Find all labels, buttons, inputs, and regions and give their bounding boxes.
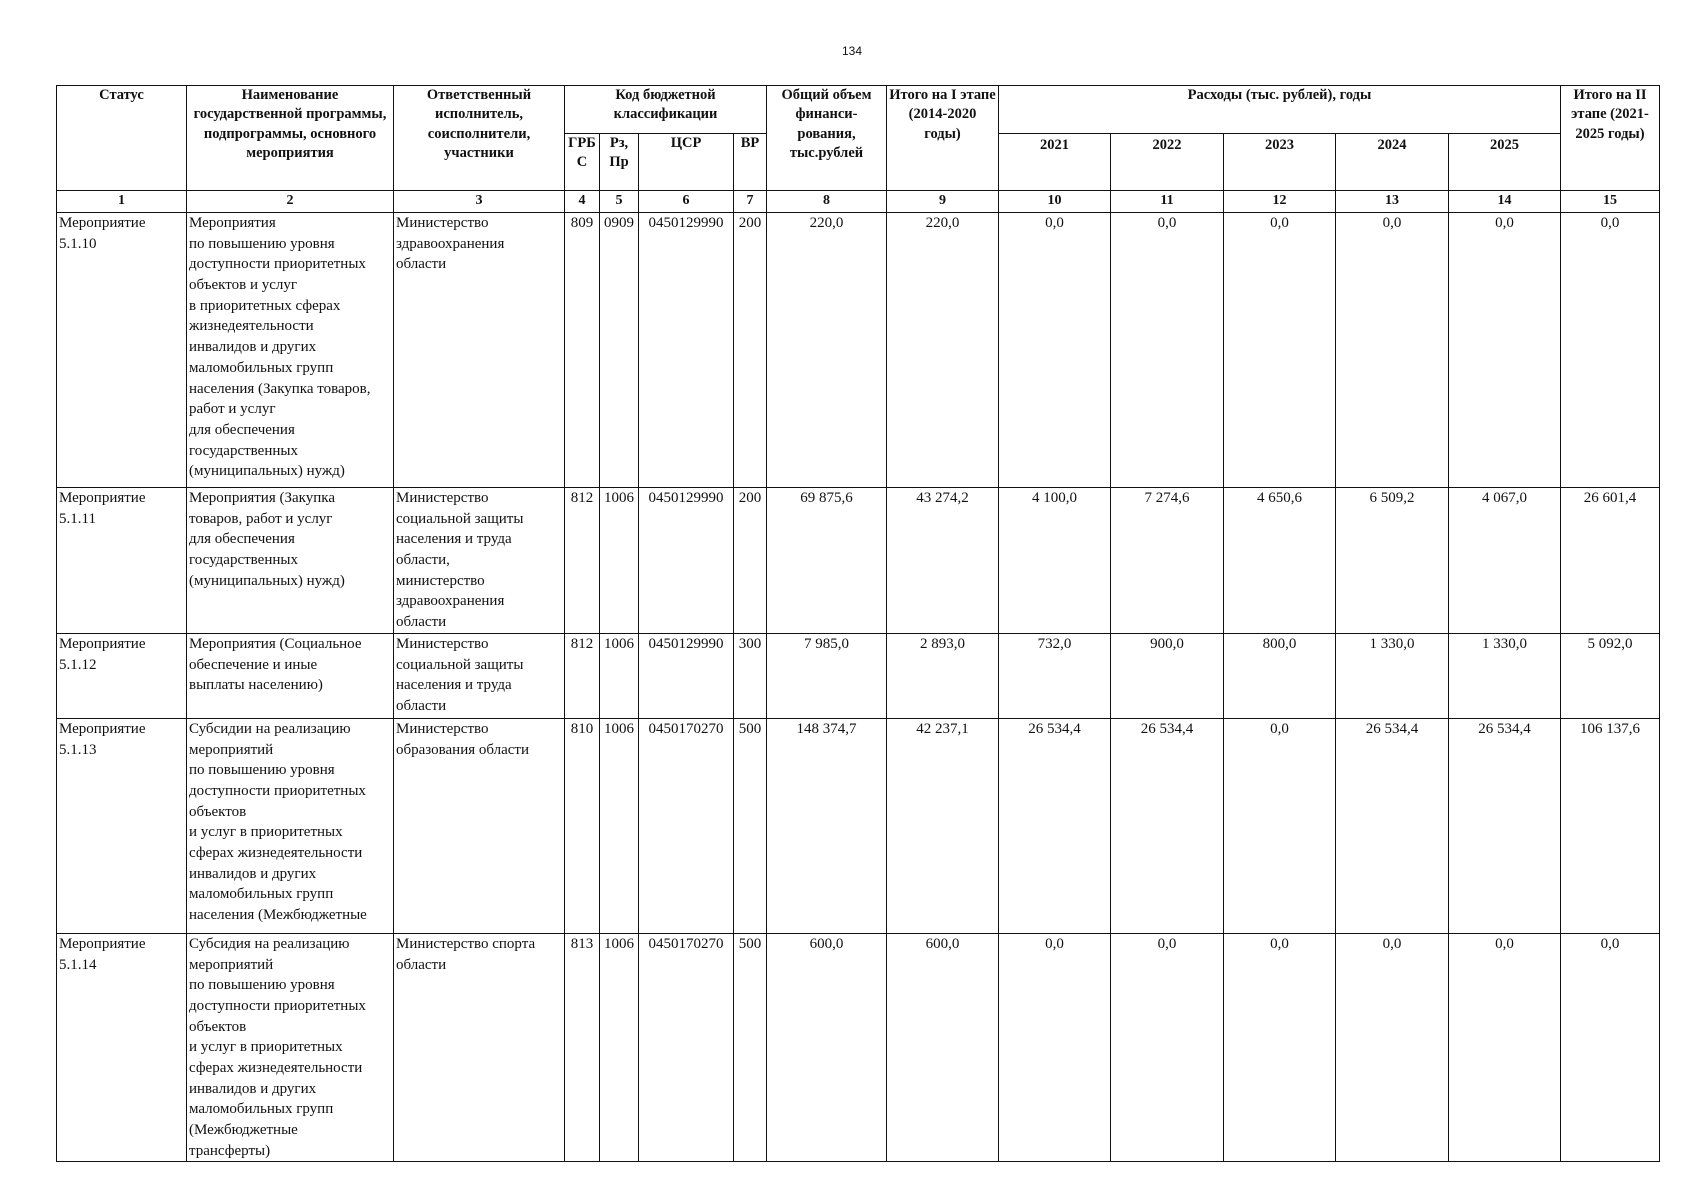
cell-grbs: 812 — [565, 488, 600, 634]
header-2024: 2024 — [1336, 134, 1449, 191]
cell-2021: 732,0 — [999, 633, 1111, 718]
cell-grbs: 813 — [565, 933, 600, 1162]
cell-name: Субсидия на реализацию мероприятий по повышению уровня доступности приоритетных объектов и услуг в приоритетных сферах жизнедеятельности инвалидов и других маломобильных групп (Межбюджетные трансферты) — [187, 933, 394, 1162]
table-row — [57, 933, 1660, 1162]
header-2023: 2023 — [1224, 134, 1336, 191]
table-row — [57, 213, 1660, 488]
cell-total: 220,0 — [767, 213, 887, 488]
column-number: 2 — [187, 191, 394, 213]
cell-2021: 0,0 — [999, 213, 1111, 488]
cell-grbs: 809 — [565, 213, 600, 488]
column-number: 6 — [639, 191, 734, 213]
cell-csr: 0450170270 — [639, 933, 734, 1162]
table-row — [57, 488, 1660, 634]
header-total: Общий объем финанси- рования, тыс.рублей — [767, 86, 887, 191]
column-number: 14 — [1449, 191, 1561, 213]
cell-2021: 0,0 — [999, 933, 1111, 1162]
cell-2025: 0,0 — [1449, 933, 1561, 1162]
cell-stage2: 106 137,6 — [1561, 718, 1660, 933]
column-number: 8 — [767, 191, 887, 213]
column-number: 11 — [1111, 191, 1224, 213]
cell-2024: 1 330,0 — [1336, 633, 1449, 718]
cell-2022: 0,0 — [1111, 213, 1224, 488]
column-number: 5 — [600, 191, 639, 213]
cell-2022: 7 274,6 — [1111, 488, 1224, 634]
table-row — [57, 718, 1660, 933]
header-vr: ВР — [734, 134, 767, 191]
cell-stage2: 0,0 — [1561, 213, 1660, 488]
cell-2021: 4 100,0 — [999, 488, 1111, 634]
cell-status: Мероприятие 5.1.10 — [57, 213, 187, 488]
cell-csr: 0450129990 — [639, 213, 734, 488]
cell-status: Мероприятие 5.1.12 — [57, 633, 187, 718]
cell-vr: 500 — [734, 933, 767, 1162]
cell-2022: 0,0 — [1111, 933, 1224, 1162]
cell-vr: 300 — [734, 633, 767, 718]
cell-2023: 800,0 — [1224, 633, 1336, 718]
column-number: 3 — [394, 191, 565, 213]
cell-total: 7 985,0 — [767, 633, 887, 718]
cell-2022: 900,0 — [1111, 633, 1224, 718]
cell-2023: 0,0 — [1224, 933, 1336, 1162]
cell-stage1: 2 893,0 — [887, 633, 999, 718]
table-row — [57, 633, 1660, 718]
cell-responsible: Министерство социальной защиты населения и труда области — [394, 633, 565, 718]
column-number: 9 — [887, 191, 999, 213]
cell-stage2: 5 092,0 — [1561, 633, 1660, 718]
cell-csr: 0450129990 — [639, 488, 734, 634]
page-number: 134 — [841, 44, 863, 58]
cell-2021: 26 534,4 — [999, 718, 1111, 933]
header-2021: 2021 — [999, 134, 1111, 191]
cell-rzpr: 1006 — [600, 933, 639, 1162]
cell-2022: 26 534,4 — [1111, 718, 1224, 933]
cell-stage1: 42 237,1 — [887, 718, 999, 933]
cell-stage1: 220,0 — [887, 213, 999, 488]
cell-grbs: 810 — [565, 718, 600, 933]
cell-responsible: Министерство спорта области — [394, 933, 565, 1162]
cell-2025: 0,0 — [1449, 213, 1561, 488]
cell-2025: 1 330,0 — [1449, 633, 1561, 718]
cell-2024: 0,0 — [1336, 213, 1449, 488]
cell-2023: 4 650,6 — [1224, 488, 1336, 634]
header-responsible: Ответственный исполнитель, соисполнители, участники — [394, 86, 565, 191]
header-budget-code: Код бюджетной классификации — [565, 86, 767, 134]
cell-2025: 26 534,4 — [1449, 718, 1561, 933]
header-rzpr: Рз, Пр — [600, 134, 639, 191]
cell-responsible: Министерство образования области — [394, 718, 565, 933]
budget-table — [56, 85, 1660, 1162]
cell-total: 148 374,7 — [767, 718, 887, 933]
column-number: 10 — [999, 191, 1111, 213]
cell-name: Субсидии на реализацию мероприятий по повышению уровня доступности приоритетных объектов и услуг в приоритетных сферах жизнедеятельности инвалидов и других маломобильных групп населения (Межбюджетные — [187, 718, 394, 933]
header-2022: 2022 — [1111, 134, 1224, 191]
cell-vr: 500 — [734, 718, 767, 933]
cell-stage2: 26 601,4 — [1561, 488, 1660, 634]
cell-2024: 0,0 — [1336, 933, 1449, 1162]
cell-grbs: 812 — [565, 633, 600, 718]
cell-csr: 0450170270 — [639, 718, 734, 933]
cell-2023: 0,0 — [1224, 213, 1336, 488]
cell-2024: 26 534,4 — [1336, 718, 1449, 933]
column-number: 12 — [1224, 191, 1336, 213]
header-status: Статус — [57, 86, 187, 191]
cell-total: 69 875,6 — [767, 488, 887, 634]
cell-total: 600,0 — [767, 933, 887, 1162]
header-csr: ЦСР — [639, 134, 734, 191]
cell-vr: 200 — [734, 213, 767, 488]
cell-rzpr: 1006 — [600, 633, 639, 718]
column-number: 15 — [1561, 191, 1660, 213]
cell-rzpr: 1006 — [600, 488, 639, 634]
cell-stage1: 600,0 — [887, 933, 999, 1162]
cell-responsible: Министерство здравоохранения области — [394, 213, 565, 488]
cell-stage1: 43 274,2 — [887, 488, 999, 634]
cell-2025: 4 067,0 — [1449, 488, 1561, 634]
header-stage2: Итого на II этапе (2021- 2025 годы) — [1561, 86, 1660, 191]
cell-csr: 0450129990 — [639, 633, 734, 718]
header-2025: 2025 — [1449, 134, 1561, 191]
cell-status: Мероприятие 5.1.13 — [57, 718, 187, 933]
cell-rzpr: 0909 — [600, 213, 639, 488]
cell-stage2: 0,0 — [1561, 933, 1660, 1162]
cell-status: Мероприятие 5.1.11 — [57, 488, 187, 634]
header-name: Наименование государственной программы, подпрограммы, основного мероприятия — [187, 86, 394, 191]
column-number-row — [57, 191, 1660, 213]
cell-name: Мероприятия (Закупка товаров, работ и услуг для обеспечения государственных (муниципальных) нужд) — [187, 488, 394, 634]
cell-rzpr: 1006 — [600, 718, 639, 933]
cell-2023: 0,0 — [1224, 718, 1336, 933]
column-number: 7 — [734, 191, 767, 213]
header-grbs: ГРБ С — [565, 134, 600, 191]
header-row — [57, 86, 1660, 134]
column-number: 13 — [1336, 191, 1449, 213]
cell-status: Мероприятие 5.1.14 — [57, 933, 187, 1162]
column-number: 1 — [57, 191, 187, 213]
cell-name: Мероприятия по повышению уровня доступности приоритетных объектов и услуг в приоритетных сферах жизнедеятельности инвалидов и других маломобильных групп населения (Закупка товаров, работ и услуг для обеспечения государственных (муниципальных) нужд) — [187, 213, 394, 488]
header-stage1: Итого на I этапе (2014-2020 годы) — [887, 86, 999, 191]
cell-responsible: Министерство социальной защиты населения и труда области, министерство здравоохранения области — [394, 488, 565, 634]
column-number: 4 — [565, 191, 600, 213]
cell-name: Мероприятия (Социальное обеспечение и иные выплаты населению) — [187, 633, 394, 718]
cell-2024: 6 509,2 — [1336, 488, 1449, 634]
header-expenses: Расходы (тыс. рублей), годы — [999, 86, 1561, 134]
cell-vr: 200 — [734, 488, 767, 634]
